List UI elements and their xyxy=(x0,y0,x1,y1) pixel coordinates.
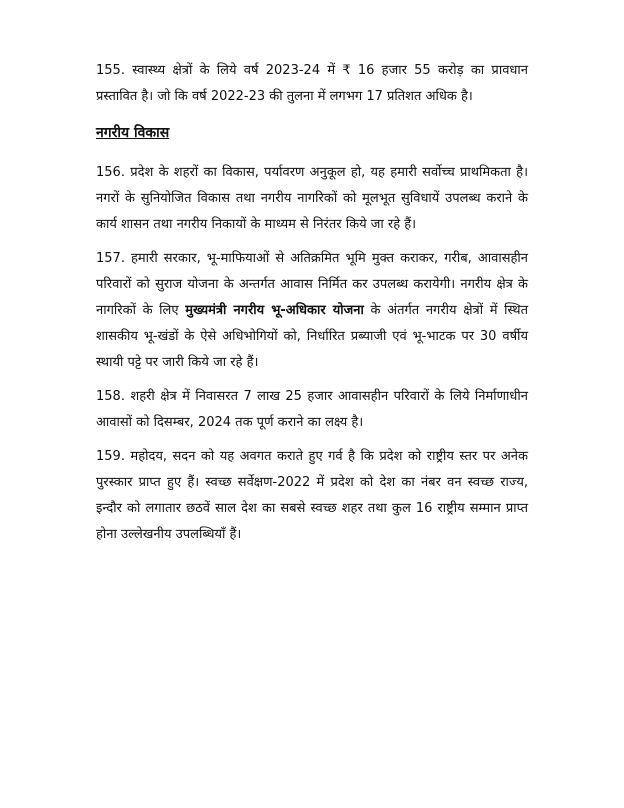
document-page xyxy=(96,58,528,556)
scheme-name-bold: मुख्यमंत्री नगरीय भू-अधिकार योजना xyxy=(185,303,364,318)
paragraph-157-text-end: के अंतर्गत नगरीय क्षेत्रों में स्थित शासकीय भू-खंडों के ऐसे अधिभोगियों को, निर्धारित प्रब्याजी एवं भू-भाटक पर 30 वर्षीय स्थायी पट्टे पर जारी किये जा रहे हैं। xyxy=(96,303,528,370)
paragraph-156: 156. प्रदेश के शहरों का विकास, पर्यावरण अनुकूल हो, यह हमारी सर्वोच्च प्राथमिकता है। नगरों के सुनियोजित विकास तथा नगरीय नागरिकों को मूलभूत सुविधायें उपलब्ध कराने के कार्य शासन तथा नगरीय निकायों के माध्यम से निरंतर किये जा रहे हैं। xyxy=(96,165,528,232)
section-heading-urban-development: नगरीय विकास xyxy=(96,125,170,141)
paragraph-158: 158. शहरी क्षेत्र में निवासरत 7 लाख 25 हजार आवासहीन परिवारों के लिये निर्माणाधीन आवासों को दिसम्बर, 2024 तक पूर्ण कराने का लक्ष्य है। xyxy=(96,389,528,430)
paragraph-157-text-start: 157. हमारी सरकार, भू-माफियाओं से अतिक्रमित भूमि मुक्त कराकर, गरीब, आवासहीन परिवारों को सुराज योजना के अन्तर्गत आवास निर्मित कर उपलब्ध करायेगी। नगरीय क्षेत्र के नागरिकों के लिए xyxy=(96,251,528,318)
paragraph-159: 159. महोदय, सदन को यह अवगत कराते हुए गर्व है कि प्रदेश को राष्ट्रीय स्तर पर अनेक पुरस्कार प्राप्त हुए हैं। स्वच्छ सर्वेक्षण-2022 में प्रदेश को देश का नंबर वन स्वच्छ राज्य, इन्दौर को लगातार छठवें साल देश का सबसे स्वच्छ शहर तथा कुल 16 राष्ट्रीय सम्मान प्राप्त होना उल्लेखनीय उपलब्धियाँ हैं। xyxy=(96,449,528,542)
paragraph-157 xyxy=(96,246,528,376)
paragraph-155: 155. स्वास्थ्य क्षेत्रों के लिये वर्ष 2023-24 में ₹ 16 हजार 55 करोड़ का प्रावधान प्रस्तावित है। जो कि वर्ष 2022-23 की तुलना में लगभग 17 प्रतिशत अधिक है। xyxy=(96,63,528,104)
